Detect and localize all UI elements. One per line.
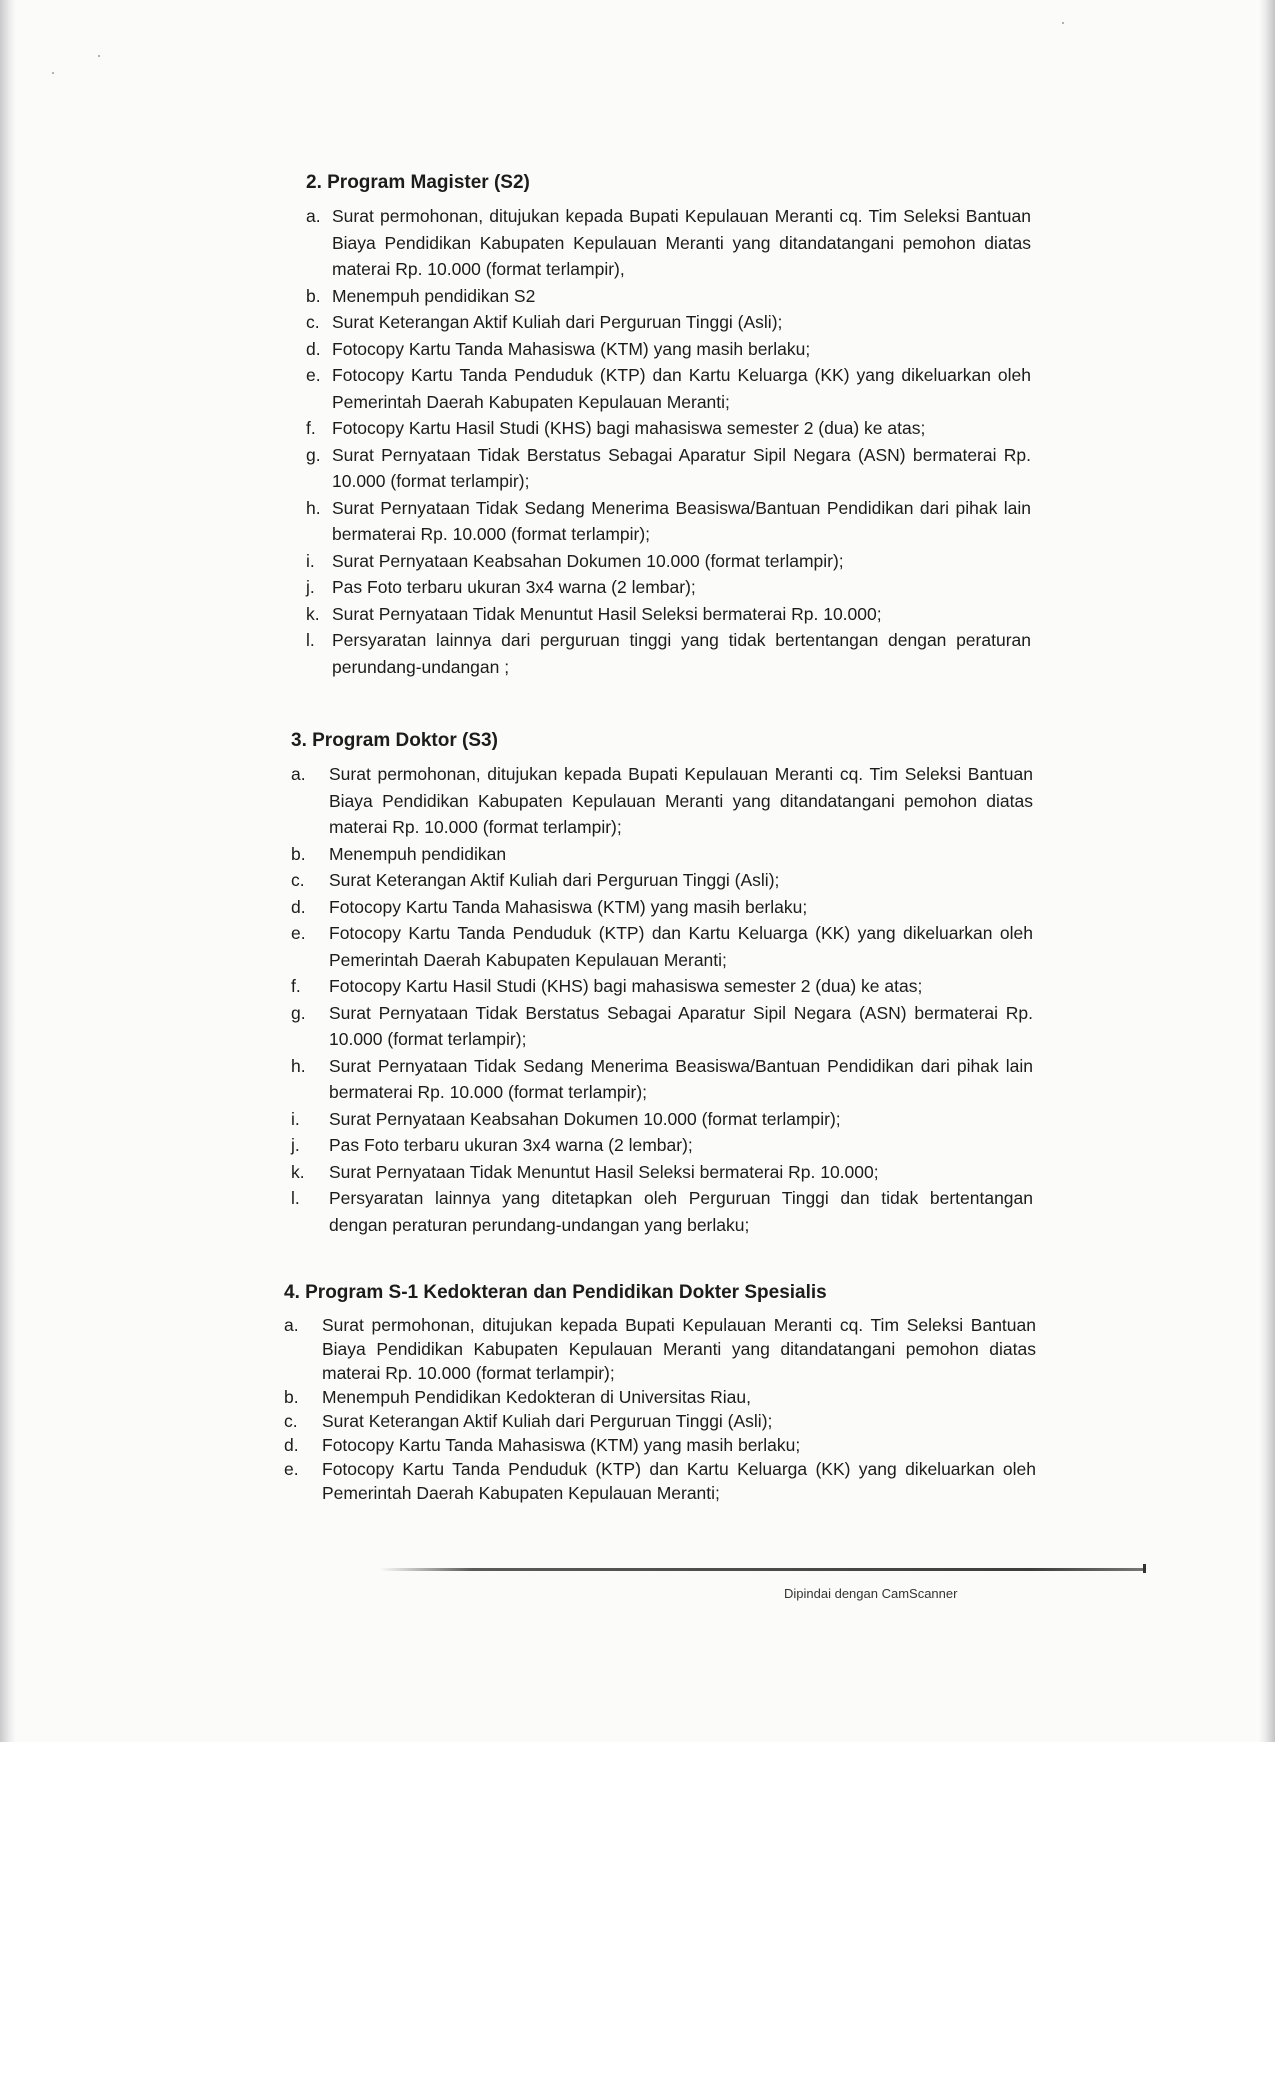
requirement-item [291, 1159, 1033, 1186]
requirement-item [306, 336, 1031, 363]
requirement-item [291, 920, 1033, 973]
item-text: Surat Pernyataan Tidak Berstatus Sebagai Aparatur Sipil Negara (ASN) bermaterai Rp. 10.000 (format terlampir); [332, 444, 1031, 491]
requirement-item [306, 548, 1031, 575]
requirement-item [291, 1053, 1033, 1106]
item-marker: g. [306, 444, 321, 465]
item-text: Surat permohonan, ditujukan kepada Bupati Kepulauan Meranti cq. Tim Seleksi Bantuan Biaya Pendidikan Kabupaten Kepulauan Meranti yang ditandatangani pemohon diatas materai Rp. 10.000 (format terlampir), [332, 206, 1031, 279]
item-marker: k. [291, 1161, 305, 1182]
scan-speck [1062, 22, 1064, 24]
item-marker: e. [291, 923, 306, 943]
requirement-item [291, 1106, 1033, 1133]
requirement-item [284, 1409, 1036, 1433]
item-marker: c. [284, 1411, 298, 1431]
item-marker: f. [291, 976, 301, 996]
requirement-item [291, 1185, 1033, 1238]
requirement-item [291, 841, 1033, 868]
item-marker: c. [306, 312, 320, 332]
item-text: Surat Pernyataan Keabsahan Dokumen 10.000 (format terlampir); [332, 550, 844, 571]
scan-speck [98, 55, 100, 57]
item-text: Surat Pernyataan Tidak Menuntut Hasil Seleksi bermaterai Rp. 10.000; [332, 603, 882, 624]
item-text: Surat Pernyataan Tidak Berstatus Sebagai Aparatur Sipil Negara (ASN) bermaterai Rp. 10.000 (format terlampir); [329, 1002, 1033, 1049]
item-marker: d. [291, 896, 306, 917]
item-text: Surat Keterangan Aktif Kuliah dari Perguruan Tinggi (Asli); [322, 1411, 773, 1431]
item-text: Surat Pernyataan Tidak Sedang Menerima Beasiswa/Bantuan Pendidikan dari pihak lain bermaterai Rp. 10.000 (format terlampir); [332, 497, 1031, 544]
item-text: Fotocopy Kartu Hasil Studi (KHS) bagi mahasiswa semester 2 (dua) ke atas; [329, 976, 923, 996]
requirement-item [284, 1433, 1036, 1457]
item-text: Surat Pernyataan Tidak Menuntut Hasil Seleksi bermaterai Rp. 10.000; [329, 1161, 879, 1182]
item-marker: b. [306, 285, 321, 306]
item-text: Pas Foto terbaru ukuran 3x4 warna (2 lembar); [329, 1135, 693, 1155]
item-marker: h. [306, 497, 321, 518]
scan-speck [52, 72, 54, 74]
requirement-item [284, 1385, 1036, 1409]
requirement-item [306, 574, 1031, 601]
item-text: Persyaratan lainnya dari perguruan tinggi yang tidak bertentangan dengan peraturan perundang-undangan ; [332, 630, 1031, 677]
requirement-item [306, 601, 1031, 628]
requirement-item [284, 1313, 1036, 1385]
item-marker: f. [306, 418, 316, 438]
requirement-item [291, 761, 1033, 841]
requirement-item [306, 415, 1031, 442]
section-program-doktor [291, 728, 1033, 1238]
requirement-item [291, 973, 1033, 1000]
item-text: Fotocopy Kartu Tanda Mahasiswa (KTM) yang masih berlaku; [322, 1435, 801, 1455]
item-text: Fotocopy Kartu Tanda Penduduk (KTP) dan Kartu Keluarga (KK) yang dikeluarkan oleh Pemerintah Daerah Kabupaten Kepulauan Meranti; [332, 365, 1031, 412]
footer-rule [380, 1568, 1145, 1571]
section-heading: 4. Program S-1 Kedokteran dan Pendidikan Dokter Spesialis [284, 1282, 827, 1303]
requirement-item [306, 442, 1031, 495]
requirement-item [291, 1000, 1033, 1053]
item-marker: a. [291, 764, 306, 784]
item-text: Menempuh pendidikan [329, 843, 507, 864]
item-text: Fotocopy Kartu Tanda Mahasiswa (KTM) yang masih berlaku; [329, 896, 808, 917]
scan-edge-right [1259, 0, 1275, 1742]
item-marker: a. [284, 1315, 299, 1335]
item-marker: i. [306, 550, 315, 571]
requirement-list [284, 1313, 1036, 1505]
item-marker: l. [291, 1188, 300, 1208]
requirement-list [291, 761, 1033, 1238]
item-marker: e. [306, 365, 321, 385]
item-text: Menempuh Pendidikan Kedokteran di Universitas Riau, [322, 1387, 751, 1407]
requirement-item [291, 894, 1033, 921]
item-marker: l. [306, 630, 315, 650]
item-text: Surat permohonan, ditujukan kepada Bupati Kepulauan Meranti cq. Tim Seleksi Bantuan Biaya Pendidikan Kabupaten Kepulauan Meranti yang ditandatangani pemohon diatas materai Rp. 10.000 (format terlampir); [322, 1315, 1036, 1383]
scan-edge-left [0, 0, 16, 1742]
item-marker: j. [291, 1135, 300, 1155]
item-marker: b. [284, 1387, 299, 1407]
item-marker: d. [306, 338, 321, 359]
camscanner-watermark: Dipindai dengan CamScanner [784, 1586, 958, 1601]
item-text: Fotocopy Kartu Tanda Penduduk (KTP) dan Kartu Keluarga (KK) yang dikeluarkan oleh Pemerintah Daerah Kabupaten Kepulauan Meranti; [322, 1459, 1036, 1503]
section-program-magister [306, 170, 1031, 680]
item-text: Surat Pernyataan Keabsahan Dokumen 10.000 (format terlampir); [329, 1108, 841, 1129]
requirement-item [306, 309, 1031, 336]
item-text: Pas Foto terbaru ukuran 3x4 warna (2 lembar); [332, 577, 696, 597]
item-text: Fotocopy Kartu Tanda Mahasiswa (KTM) yang masih berlaku; [332, 338, 811, 359]
footer-rule-end [1143, 1564, 1146, 1573]
item-marker: b. [291, 843, 306, 864]
item-text: Surat permohonan, ditujukan kepada Bupati Kepulauan Meranti cq. Tim Seleksi Bantuan Biaya Pendidikan Kabupaten Kepulauan Meranti yang ditandatangani pemohon diatas materai Rp. 10.000 (format terlampir); [329, 764, 1033, 837]
item-text: Menempuh pendidikan S2 [332, 285, 536, 306]
requirement-item [306, 203, 1031, 283]
item-marker: h. [291, 1055, 306, 1076]
item-marker: i. [291, 1108, 300, 1129]
requirement-item [291, 1132, 1033, 1159]
item-marker: j. [306, 577, 315, 597]
item-text: Surat Keterangan Aktif Kuliah dari Perguruan Tinggi (Asli); [329, 870, 780, 890]
item-marker: g. [291, 1002, 306, 1023]
requirement-item [306, 495, 1031, 548]
requirement-item [306, 362, 1031, 415]
item-marker: d. [284, 1435, 299, 1455]
requirement-item [284, 1457, 1036, 1505]
section-heading: 3. Program Doktor (S3) [291, 730, 498, 751]
item-text: Fotocopy Kartu Hasil Studi (KHS) bagi mahasiswa semester 2 (dua) ke atas; [332, 418, 926, 438]
item-text: Surat Keterangan Aktif Kuliah dari Perguruan Tinggi (Asli); [332, 312, 783, 332]
section-program-kedokteran [284, 1280, 1036, 1505]
item-text: Fotocopy Kartu Tanda Penduduk (KTP) dan Kartu Keluarga (KK) yang dikeluarkan oleh Pemerintah Daerah Kabupaten Kepulauan Meranti; [329, 923, 1033, 970]
item-text: Surat Pernyataan Tidak Sedang Menerima Beasiswa/Bantuan Pendidikan dari pihak lain bermaterai Rp. 10.000 (format terlampir); [329, 1055, 1033, 1102]
item-text: Persyaratan lainnya yang ditetapkan oleh Perguruan Tinggi dan tidak bertentangan dengan peraturan perundang-undangan yang berlaku; [329, 1188, 1033, 1235]
item-marker: e. [284, 1459, 299, 1479]
item-marker: a. [306, 206, 321, 226]
requirement-item [306, 627, 1031, 680]
requirement-item [306, 283, 1031, 310]
item-marker: k. [306, 603, 320, 624]
requirement-item [291, 867, 1033, 894]
section-heading: 2. Program Magister (S2) [306, 172, 530, 193]
item-marker: c. [291, 870, 305, 890]
requirement-list [306, 203, 1031, 680]
